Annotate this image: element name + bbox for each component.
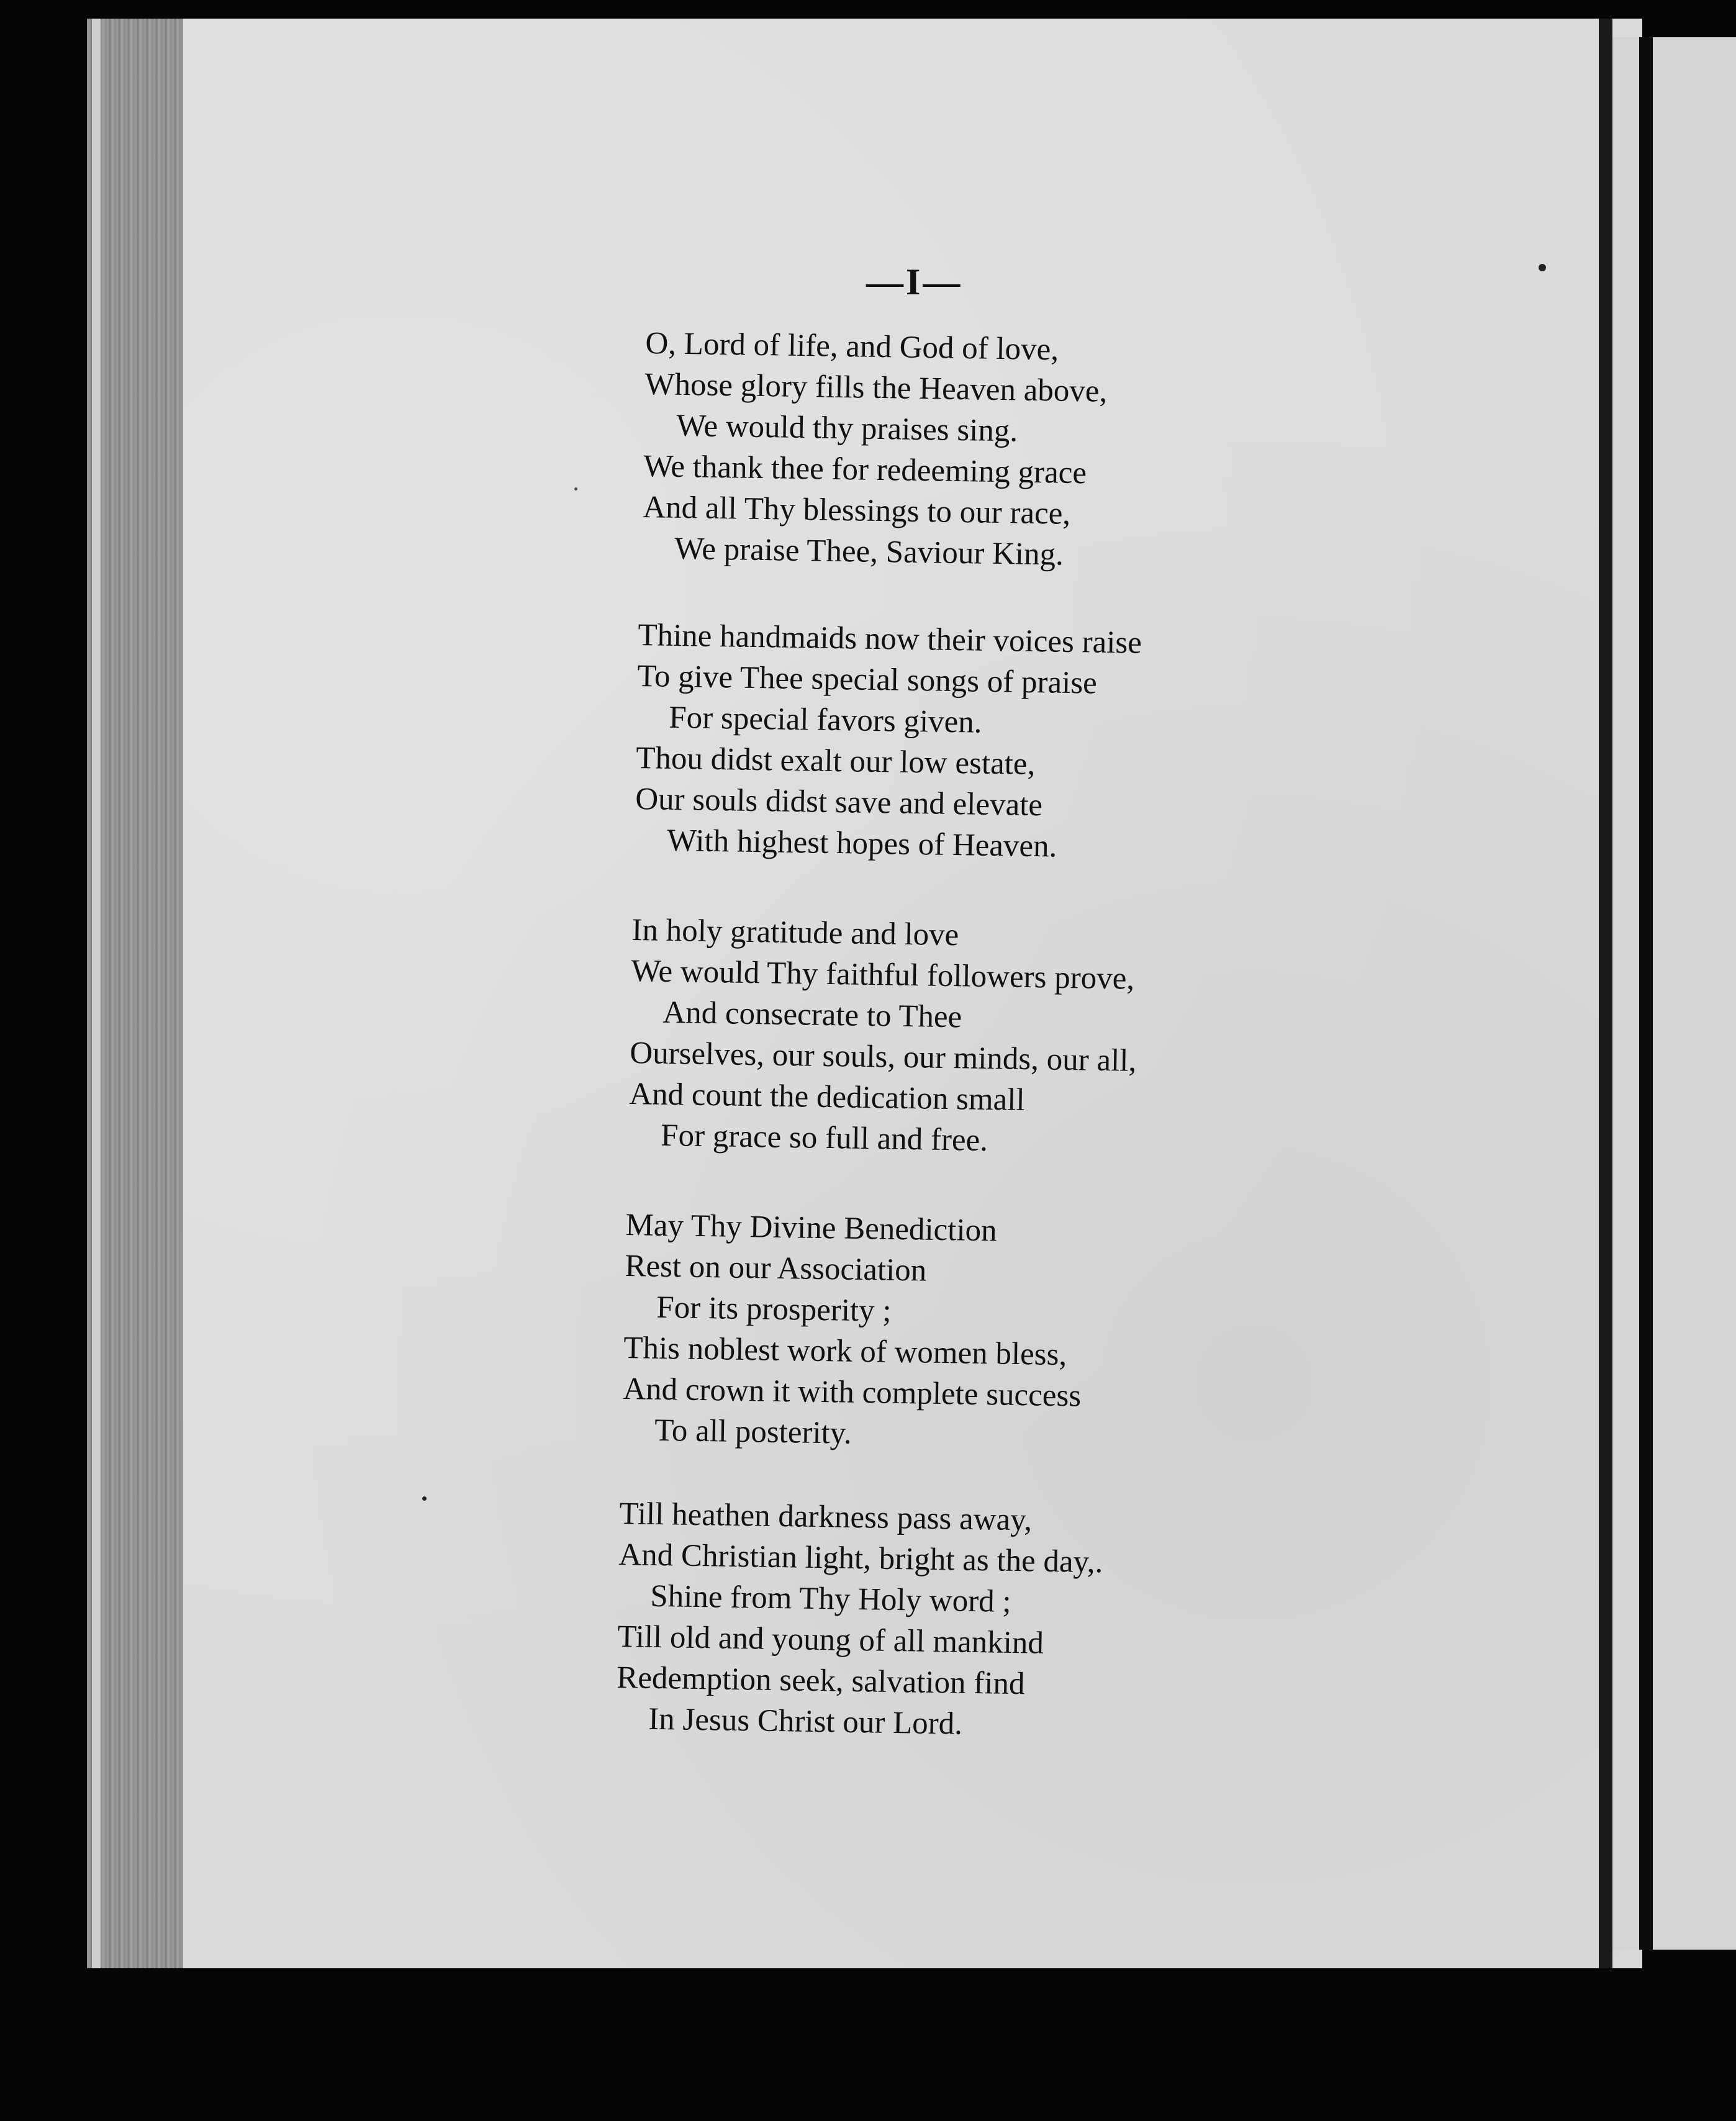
poem-line: And crown it with complete success xyxy=(622,1371,1082,1414)
poem-line: To all posterity. xyxy=(654,1413,852,1451)
stanza xyxy=(628,910,1139,1164)
stanza xyxy=(616,1493,1104,1747)
poem-line: And Christian light, bright as the day,. xyxy=(618,1537,1103,1580)
poem-line: For its prosperity ; xyxy=(656,1290,892,1329)
poem-line: We would thy praises sing. xyxy=(676,408,1018,449)
poem-line: For special favors given. xyxy=(668,700,982,740)
poem-line: To give Thee special songs of praise xyxy=(637,658,1098,701)
poem-line: With highest hopes of Heaven. xyxy=(666,823,1057,864)
poem-line: Rest on our Association xyxy=(625,1248,927,1288)
poem-line: Thine handmaids now their voices raise xyxy=(638,617,1142,661)
poem-line: Till old and young of all mankind xyxy=(617,1619,1044,1661)
stanza xyxy=(642,323,1108,576)
poem-line: We thank thee for redeeming grace xyxy=(643,448,1087,491)
poem-line: Redemption seek, salvation find xyxy=(616,1660,1025,1702)
poem-line: For grace so full and free. xyxy=(660,1118,988,1159)
poem-line: This noblest work of women bless, xyxy=(623,1330,1067,1373)
poem-line: May Thy Divine Benediction xyxy=(625,1207,998,1249)
stanza xyxy=(622,1205,1084,1458)
poem-line: Till heathen darkness pass away, xyxy=(619,1496,1033,1538)
poem-line: Shine from Thy Holy word ; xyxy=(649,1578,1012,1619)
poem-line: Ourselves, our souls, our minds, our all, xyxy=(629,1035,1137,1079)
stanza xyxy=(635,615,1142,869)
poem-line: Our souls didst save and elevate xyxy=(635,781,1043,823)
poem-line: Whose glory fills the Heaven above, xyxy=(644,366,1108,409)
poem-line: In holy gratitude and love xyxy=(631,912,959,953)
poem-line: We would Thy faithful followers prove, xyxy=(631,953,1135,997)
poem-line: We praise Thee, Saviour King. xyxy=(674,531,1064,572)
poem-line: Thou didst exalt our low estate, xyxy=(635,740,1036,782)
poem-line: And all Thy blessings to our race, xyxy=(642,489,1071,531)
poem-line: And count the dedication small xyxy=(628,1076,1026,1118)
poem-line: O, Lord of life, and God of love, xyxy=(645,325,1059,368)
poem-line: In Jesus Christ our Lord. xyxy=(648,1701,963,1742)
poem-line: And consecrate to Thee xyxy=(662,995,962,1035)
poem-number: —I— xyxy=(866,261,963,302)
